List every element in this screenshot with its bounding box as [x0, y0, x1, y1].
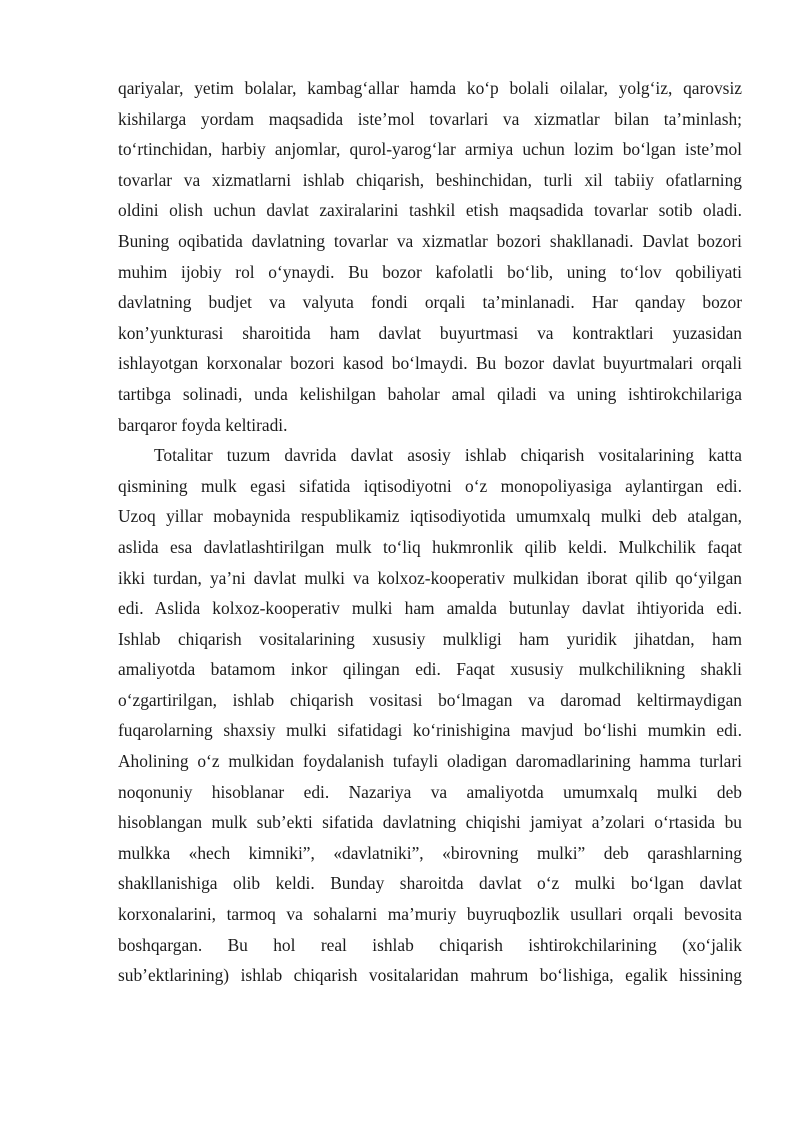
text-line: qismining mulk egasi sifatida iqtisodiyotni o‘z monopoliyasiga aylantirgan edi.	[118, 475, 742, 496]
text-line: hisoblangan mulk sub’ekti sifatida davlatning chiqishi jamiyat a’zolari o‘rtasida bu	[118, 812, 742, 833]
text-line: kon’yunkturasi sharoitida ham davlat buyurtmasi va kontraktlari yuzasidan	[118, 322, 742, 343]
text-line: shakllanishiga olib keldi. Bunday sharoitda davlat o‘z mulki bo‘lgan davlat	[118, 873, 742, 894]
text-line: korxonalarini, tarmoq va sohalarni ma’muriy buyruqbozlik usullari orqali bevosita	[118, 904, 742, 925]
text-line: Ishlab chiqarish vositalarining xususiy mulkligi ham yuridik jihatdan, ham	[118, 628, 742, 649]
text-line: aslida esa davlatlashtirilgan mulk to‘liq hukmronlik qilib keldi. Mulkchilik faqat	[118, 536, 742, 557]
text-line: davlatning budjet va valyuta fondi orqali ta’minlanadi. Har qanday bozor	[118, 292, 742, 313]
text-line: Uzoq yillar mobaynida respublikamiz iqtisodiyotida umumxalq mulki deb atalgan,	[118, 506, 742, 527]
text-line: Totalitar tuzum davrida davlat asosiy ishlab chiqarish vositalarining katta	[154, 445, 742, 466]
text-line: Buning oqibatida davlatning tovarlar va xizmatlar bozori shakllanadi. Davlat bozori	[118, 230, 742, 251]
text-line: qariyalar, yetim bolalar, kambag‘allar hamda ko‘p bolali oilalar, yolg‘iz, qarovsiz	[118, 78, 742, 98]
text-line: noqonuniy hisoblanar edi. Nazariya va amaliyotda umumxalq mulki deb	[118, 781, 742, 802]
text-line: mulkka «hech kimniki”, «davlatniki”, «birovning mulki” deb qarashlarning	[118, 842, 742, 863]
text-line: kishilarga yordam maqsadida iste’mol tovarlari va xizmatlar bilan ta’minlash;	[118, 108, 742, 129]
text-line: edi. Aslida kolxoz-kooperativ mulki ham amalda butunlay davlat ihtiyorida edi.	[118, 598, 742, 619]
text-line: amaliyotda batamom inkor qilingan edi. Faqat xususiy mulkchilikning shakli	[118, 659, 742, 680]
text-line: boshqargan. Bu hol real ishlab chiqarish ishtirokchilarining (xo‘jalik	[118, 934, 742, 955]
text-line: fuqarolarning shaxsiy mulki sifatidagi ko‘rinishigina mavjud bo‘lishi mumkin edi.	[118, 720, 742, 741]
text-line: muhim ijobiy rol o‘ynaydi. Bu bozor kafolatli bo‘lib, uning to‘lov qobiliyati	[118, 261, 742, 282]
text-line: oldini olish uchun davlat zaxiralarini tashkil etish maqsadida tovarlar sotib oladi.	[118, 200, 742, 221]
text-line: o‘zgartirilgan, ishlab chiqarish vositasi bo‘lmagan va daromad keltirmaydigan	[118, 689, 742, 710]
text-line: to‘rtinchidan, harbiy anjomlar, qurol-yarog‘lar armiya uchun lozim bo‘lgan iste’mol	[118, 139, 742, 160]
paragraph	[118, 440, 742, 991]
paragraph	[118, 73, 742, 440]
text-line: Aholining o‘z mulkidan foydalanish tufayli oladigan daromadlarining hamma turlari	[118, 751, 742, 772]
text-line: barqaror foyda keltiradi.	[118, 414, 288, 435]
text-line: ikki turdan, ya’ni davlat mulki va kolxoz-kooperativ mulkidan iborat qilib qo‘yilgan	[118, 567, 742, 588]
body-text	[118, 73, 742, 991]
text-line: sub’ektlarining) ishlab chiqarish vositalaridan mahrum bo‘lishiga, egalik hissining	[118, 965, 742, 986]
text-line: ishlayotgan korxonalar bozori kasod bo‘lmaydi. Bu bozor davlat buyurtmalari orqali	[118, 353, 742, 374]
text-line: tovarlar va xizmatlarni ishlab chiqarish, beshinchidan, turli xil tabiiy ofatlarning	[118, 169, 742, 190]
text-line: tartibga solinadi, unda kelishilgan baholar amal qiladi va uning ishtirokchilariga	[118, 383, 742, 404]
